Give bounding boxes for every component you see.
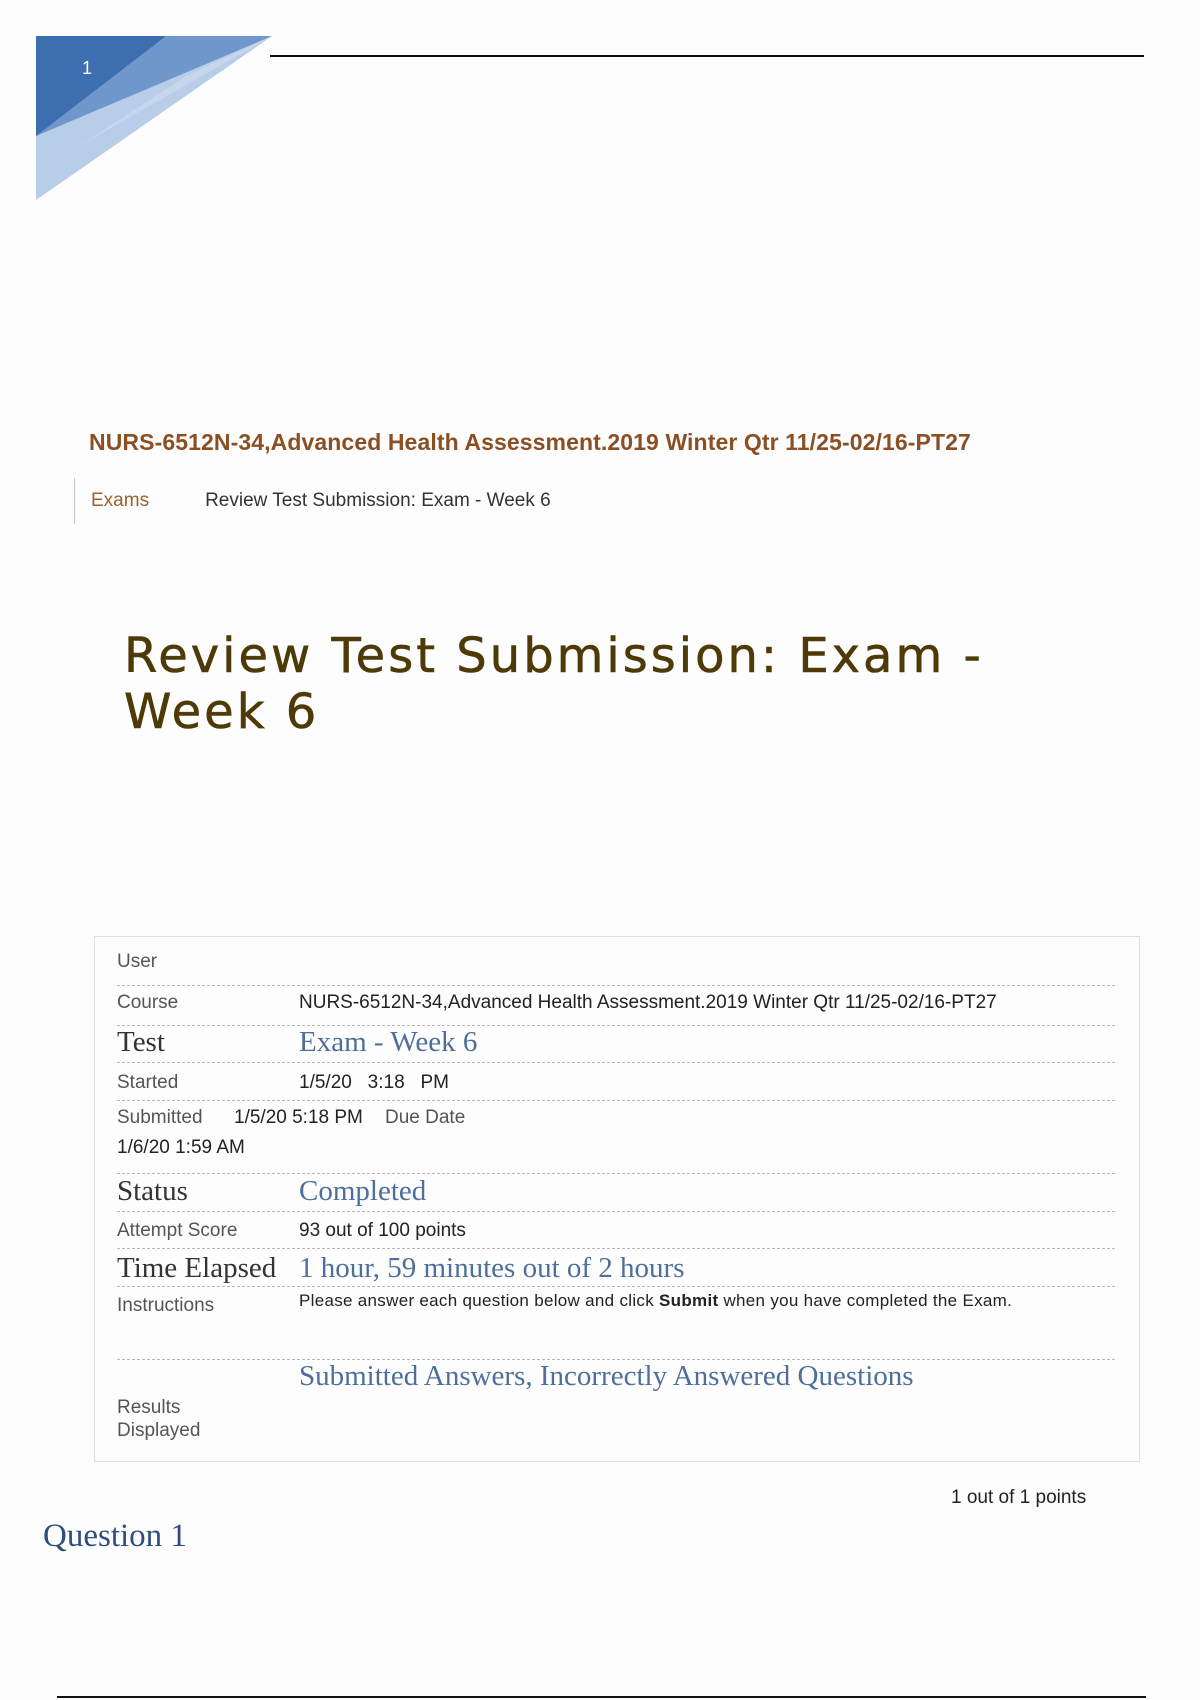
time-elapsed-label: Time Elapsed xyxy=(117,1252,277,1284)
question-points: 1 out of 1 points xyxy=(951,1487,1087,1508)
attempt-score-row xyxy=(117,1212,1115,1249)
results-value: Submitted Answers, Incorrectly Answered Questions xyxy=(299,1360,914,1392)
results-label: Results Displayed xyxy=(117,1397,201,1441)
breadcrumb xyxy=(74,478,551,524)
attempt-score-label: Attempt Score xyxy=(117,1220,238,1241)
breadcrumb-current: Review Test Submission: Exam - Week 6 xyxy=(205,490,551,511)
submitted-row xyxy=(117,1101,1115,1174)
started-row xyxy=(117,1063,1115,1101)
page-title: Review Test Submission: Exam - Week 6 xyxy=(124,628,984,740)
instructions-submit-word: Submit xyxy=(659,1291,719,1310)
due-date-label: Due Date xyxy=(385,1107,466,1128)
test-row xyxy=(117,1026,1115,1063)
test-value: Exam - Week 6 xyxy=(299,1026,478,1058)
instructions-text: Please answer each question below and click Submit when you have completed the Exam. xyxy=(299,1291,1013,1310)
course-label: Course xyxy=(117,992,179,1013)
started-label: Started xyxy=(117,1072,179,1093)
header-rule xyxy=(270,55,1144,57)
time-elapsed-row xyxy=(117,1249,1115,1287)
submitted-label: Submitted xyxy=(117,1107,203,1128)
time-elapsed-value: 1 hour, 59 minutes out of 2 hours xyxy=(299,1252,685,1284)
user-label: User xyxy=(117,951,158,972)
status-row xyxy=(117,1174,1115,1212)
instructions-row xyxy=(117,1287,1115,1360)
submission-details-panel xyxy=(94,936,1140,1462)
instructions-label: Instructions xyxy=(117,1295,215,1316)
results-row xyxy=(117,1360,1115,1450)
course-value: NURS-6512N-34,Advanced Health Assessment.2019 Winter Qtr 11/25-02/16-PT27 xyxy=(299,992,997,1013)
breadcrumb-exams-link[interactable]: Exams xyxy=(91,490,150,511)
question-title: Question 1 xyxy=(43,1518,187,1554)
page-number: 1 xyxy=(82,58,93,78)
submitted-value: 1/5/20 5:18 PM xyxy=(234,1107,363,1128)
started-value: 1/5/20 3:18 PM xyxy=(299,1072,449,1093)
user-row xyxy=(117,937,1115,986)
status-label: Status xyxy=(117,1175,188,1207)
footer-rule xyxy=(57,1696,1146,1698)
status-value: Completed xyxy=(299,1175,427,1207)
test-label: Test xyxy=(117,1026,165,1058)
attempt-score-value: 93 out of 100 points xyxy=(299,1220,466,1241)
course-row xyxy=(117,986,1115,1026)
due-date-value: 1/6/20 1:59 AM xyxy=(117,1137,245,1158)
page-corner-graphic xyxy=(36,36,272,200)
course-title: NURS-6512N-34,Advanced Health Assessment.2019 Winter Qtr 11/25-02/16-PT27 xyxy=(89,429,971,455)
